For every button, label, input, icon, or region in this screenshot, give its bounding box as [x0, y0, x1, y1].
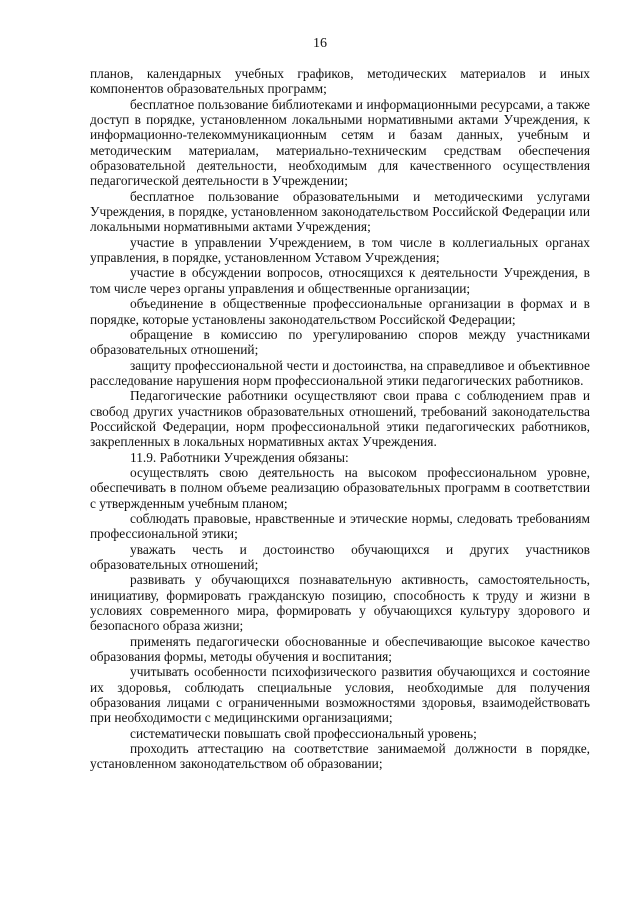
paragraph-management-participation: участие в управлении Учреждением, в том числе в коллегиальных органах управления, в порядке, установленном Уставом Учреждения; — [90, 234, 590, 266]
document-body — [90, 66, 590, 772]
paragraph-continuation: планов, календарных учебных графиков, методических материалов и иных компонентов образовательных программ; — [90, 66, 590, 97]
paragraph-honor-protection: защиту профессиональной чести и достоинства, на справедливое и объективное расследование нарушения норм профессиональной этики педагогических работников. — [90, 357, 590, 388]
paragraph-rights-observance: Педагогические работники осуществляют свои права с соблюдением прав и свобод других участников образовательных отношений, требований законодательства Российской Федерации, норм профессиональной этики педагогических работников, закрепленных в локальных нормативных актах Учреждения. — [90, 388, 590, 450]
paragraph-duty-ethics: соблюдать правовые, нравственные и этические нормы, следовать требованиям профессиональной этики; — [90, 510, 590, 542]
paragraph-professional-organizations: объединение в общественные профессиональные организации в формах и в порядке, которые установлены законодательством Российской Федерации; — [90, 296, 590, 327]
paragraph-duty-improve: систематически повышать свой профессиональный уровень; — [130, 725, 477, 741]
paragraph-duty-attestation: проходить аттестацию на соответствие занимаемой должности в порядке, установленном законодательством об образовании; — [90, 741, 590, 772]
paragraph-library-access: бесплатное пользование библиотеками и информационными ресурсами, а также доступ в порядке, установленном локальными нормативными актами Учреждения, к информационно-телекоммуникационным сетям и базам данных, учебным и методическим материалам, материально-техническим средствам обеспечения образовательной деятельности, необходимым для качественного осуществления педагогической деятельности в Учреждении; — [90, 96, 590, 189]
paragraph-duty-special-needs: учитывать особенности психофизического развития обучающихся и состояние их здоровья, соблюдать специальные условия, необходимые для получения образования лицами с ограниченными возможностями здоровья, взаимодействовать при необходимости с медицинскими организациями; — [90, 664, 590, 726]
section-heading-11-9: 11.9. Работники Учреждения обязаны: — [130, 449, 349, 465]
paragraph-discussion-participation: участие в обсуждении вопросов, относящихся к деятельности Учреждения, в том числе через органы управления и общественные организации; — [90, 265, 590, 296]
page-number: 16 — [313, 36, 327, 51]
paragraph-duty-develop-students: развивать у обучающихся познавательную активность, самостоятельность, инициативу, формировать гражданскую позицию, способность к труду и жизни в условиях современного мира, формировать у обучающихся культуру здорового и безопасного образа жизни; — [90, 572, 590, 634]
paragraph-educational-services: бесплатное пользование образовательными и методическими услугами Учреждения, в порядке, установленном законодательством Российской Федерации или локальными нормативными актами Учреждения; — [90, 188, 590, 235]
paragraph-duty-professional-level: осуществлять свою деятельность на высоком профессиональном уровне, обеспечивать в полном объеме реализацию образовательных программ в соответствии с утвержденным учебным планом; — [90, 464, 590, 511]
paragraph-duty-respect: уважать честь и достоинство обучающихся и других участников образовательных отношений; — [90, 541, 590, 572]
paragraph-duty-methods: применять педагогически обоснованные и обеспечивающие высокое качество образования формы, методы обучения и воспитания; — [90, 633, 590, 665]
paragraph-disputes-commission: обращение в комиссию по урегулированию споров между участниками образовательных отношений; — [90, 326, 590, 358]
